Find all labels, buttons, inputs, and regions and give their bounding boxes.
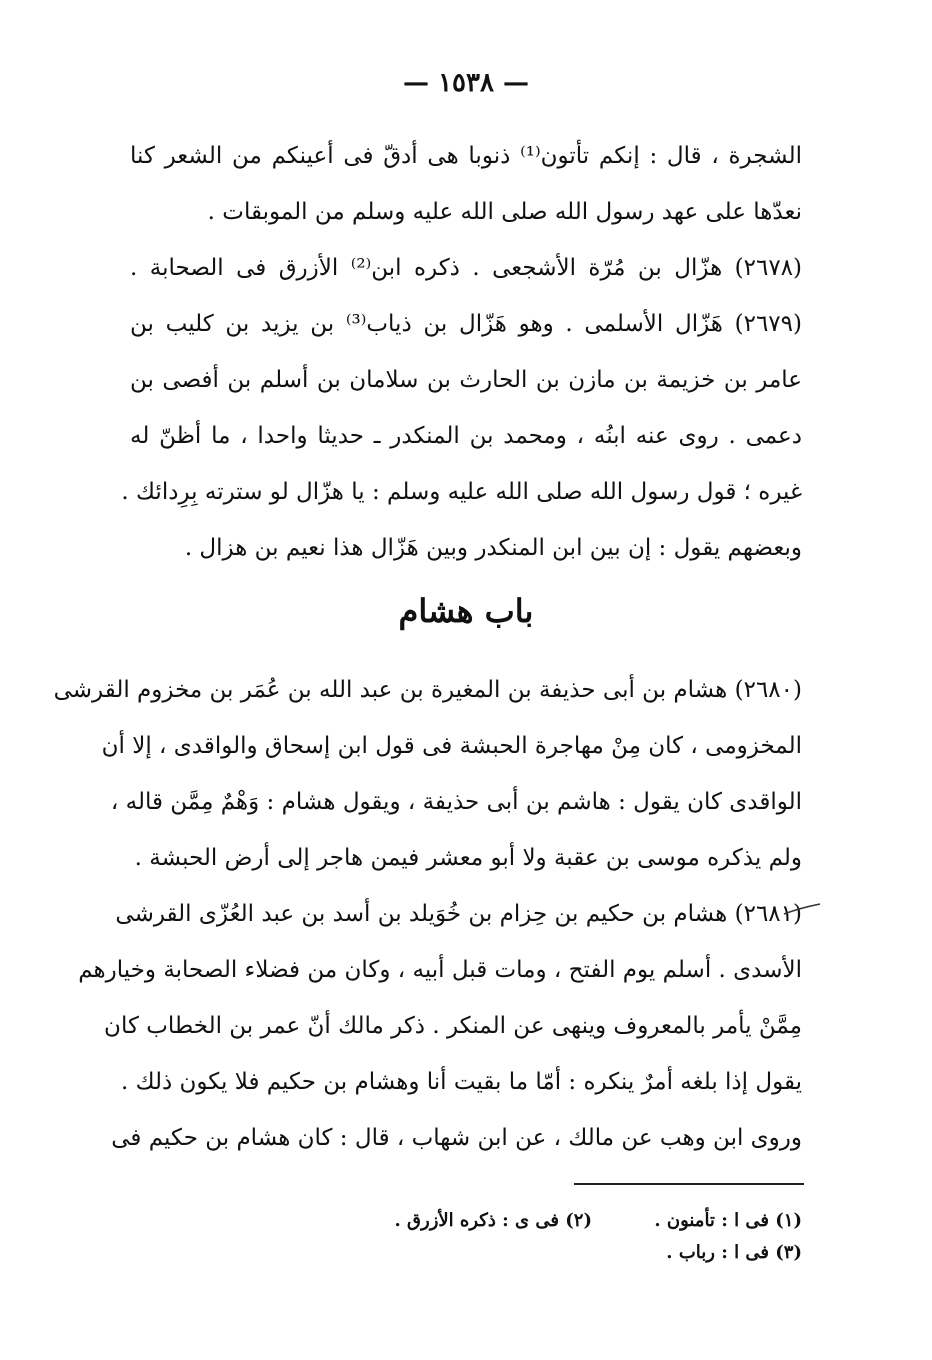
text-line: نعدّها على عهد رسول الله صلى الله عليه وسلم من الموبقات . [207,199,802,225]
footnote-2: (٢) فى ى : ذكره الأزرق . [394,1210,592,1231]
footnotes [130,1205,802,1269]
text-line: (٢٦٨١) هشام بن حكيم بن حِزام بن خُوَيلد بن أسد بن عبد العُزّى القرشى [115,901,802,927]
text-line: عامر بن خزيمة بن مازن بن الحارث بن سلامان بن أسلم بن أفصى بن [130,367,802,393]
text-line: الواقدى كان يقول : هاشم بن أبى حذيفة ، ويقول هشام : وَهْمٌ مِمَّن قاله ، [110,789,802,815]
footnote-1: (١) فى ا : تأمنون . [654,1210,802,1231]
footnote-row [130,1205,802,1237]
margin-pen-mark [782,900,822,920]
text-line: دعمى . روى عنه ابنُه ، ومحمد بن المنكدر ـ حديثا واحدا ، ما أظنّ له [130,423,802,449]
text-line: غيره ؛ قول رسول الله صلى الله عليه وسلم : يا هزّال لو سترته بِرِدائك . [121,479,802,505]
text-line: (٢٦٨٠) هشام بن أبى حذيفة بن المغيرة بن عبد الله بن عُمَر بن مخزوم القرشى [53,677,802,703]
text-line: وبعضهم يقول : إن بين ابن المنكدر وبين هَزّال هذا نعيم بن هزال . [184,535,802,561]
text-line: مِمَّنْ يأمر بالمعروف وينهى عن المنكر . ذكر مالك أنّ عمر بن الخطاب كان [104,1013,802,1039]
text-line: يقول إذا بلغه أمرٌ ينكره : أمّا ما بقيت أنا وهشام بن حكيم فلا يكون ذلك . [120,1069,802,1095]
text-line: وروى ابن وهب عن مالك ، عن ابن شهاب ، قال : كان هشام بن حكيم فى [111,1125,802,1151]
footnote-separator [574,1183,804,1185]
text-line: (٢٦٧٩) هَزّال الأسلمى . وهو هَزّال بن ذياب⁽³⁾ بن يزيد بن كليب بن [130,311,802,337]
text-line: المخزومى ، كان مِنْ مهاجرة الحبشة فى قول ابن إسحاق والواقدى ، إلا أن [101,733,802,759]
text-line: الشجرة ، قال : إنكم تأتون⁽¹⁾ ذنوبا هى أدقّ فى أعينكم من الشعر كنا [130,143,802,169]
section-heading: باب هشام [398,592,534,630]
text-line: (٢٦٧٨) هزّال بن مُرّة الأشجعى . ذكره ابن⁽²⁾ الأزرق فى الصحابة . [130,255,803,281]
footnote-row [130,1237,802,1269]
page-number: — ١٥٣٨ — [403,68,529,98]
footnote-3: (٣) فى ا : رباب . [666,1242,802,1263]
text-block-hisham [53,662,802,1166]
text-line: ولم يذكره موسى بن عقبة ولا أبو معشر فيمن هاجر إلى أرض الحبشة . [134,845,802,871]
text-block-hazzal [121,128,803,576]
text-line: الأسدى . أسلم يوم الفتح ، ومات قبل أبيه ، وكان من فضلاء الصحابة وخيارهم [78,957,802,983]
